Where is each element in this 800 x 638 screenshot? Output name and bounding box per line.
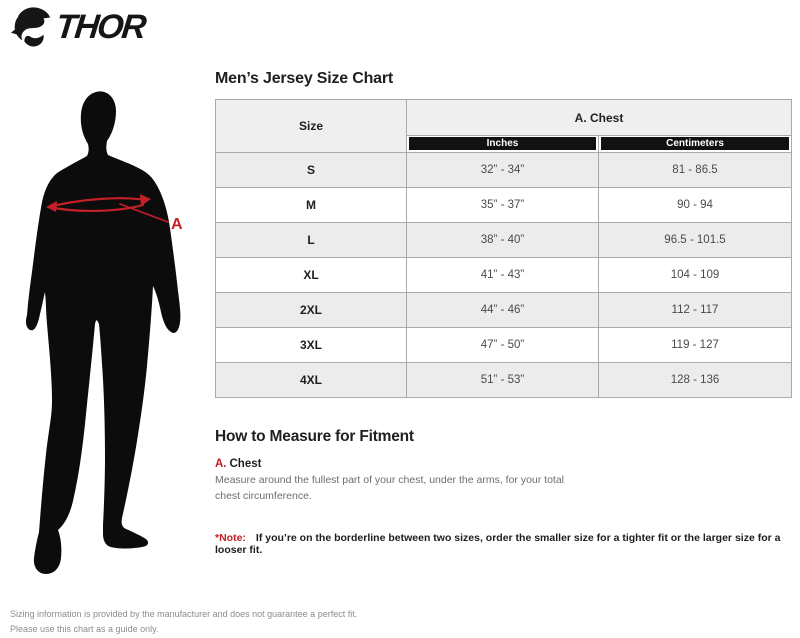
footer-disclaimer [10, 607, 357, 638]
column-header-inches-cell [407, 136, 599, 153]
size-table-row [216, 293, 792, 328]
measure-point-chest [215, 458, 791, 505]
chest-inches-value: 51” - 53” [407, 363, 599, 398]
chest-centimeters-value: 112 - 117 [599, 293, 792, 328]
size-label: 4XL [216, 363, 407, 398]
size-table-row [216, 153, 792, 188]
note-text: If you’re on the borderline between two sizes, order the smaller size for a tighter fit or the larger size for a looser fit. [215, 531, 781, 556]
size-table-row [216, 188, 792, 223]
brand-wordmark: THOR [54, 8, 147, 46]
size-table-row [216, 328, 792, 363]
measure-point-letter: A. [215, 458, 227, 470]
chest-inches-value: 41” - 43” [407, 258, 599, 293]
size-table-row [216, 363, 792, 398]
chest-point-label: A [171, 216, 183, 233]
column-header-inches: Inches [409, 137, 596, 150]
size-label: L [216, 223, 407, 258]
column-header-chest: A. Chest [407, 100, 792, 136]
measure-description: Measure around the fullest part of your chest, under the arms, for your total chest circumference. [215, 474, 565, 502]
measure-point-label [215, 458, 791, 470]
disclaimer-line-1: Sizing information is provided by the manufacturer and does not guarantee a perfect fit. [10, 609, 358, 619]
fitment-heading: How to Measure for Fitment [215, 428, 414, 445]
note-label: *Note: [215, 531, 246, 544]
chest-centimeters-value: 104 - 109 [599, 258, 792, 293]
page-title: Men’s Jersey Size Chart [215, 70, 394, 87]
chest-centimeters-value: 96.5 - 101.5 [599, 223, 792, 258]
chest-inches-value: 35” - 37” [407, 188, 599, 223]
chest-inches-value: 38” - 40” [407, 223, 599, 258]
chest-centimeters-value: 128 - 136 [599, 363, 792, 398]
size-label: 2XL [216, 293, 407, 328]
column-header-centimeters-cell [599, 136, 792, 153]
thor-ram-head-icon [11, 5, 53, 49]
brand-logo [11, 5, 147, 49]
size-label: XL [216, 258, 407, 293]
size-table [215, 99, 792, 398]
size-chart-section [215, 70, 791, 556]
size-table-body [216, 153, 792, 398]
chest-centimeters-value: 90 - 94 [599, 188, 792, 223]
male-silhouette [26, 91, 180, 574]
column-header-centimeters: Centimeters [601, 137, 789, 150]
body-silhouette-image [0, 86, 210, 578]
sizing-note [215, 532, 791, 556]
chest-inches-value: 47” - 50” [407, 328, 599, 363]
chest-inches-value: 44” - 46” [407, 293, 599, 328]
chest-inches-value: 32” - 34” [407, 153, 599, 188]
size-label: 3XL [216, 328, 407, 363]
column-header-size: Size [216, 100, 407, 153]
size-table-row [216, 258, 792, 293]
chest-centimeters-value: 81 - 86.5 [599, 153, 792, 188]
chest-centimeters-value: 119 - 127 [599, 328, 792, 363]
size-label: M [216, 188, 407, 223]
measurement-figure [0, 86, 210, 578]
size-label: S [216, 153, 407, 188]
size-table-row [216, 223, 792, 258]
measure-point-name: Chest [229, 458, 262, 470]
disclaimer-line-2: Please use this chart as a guide only. [10, 624, 159, 635]
